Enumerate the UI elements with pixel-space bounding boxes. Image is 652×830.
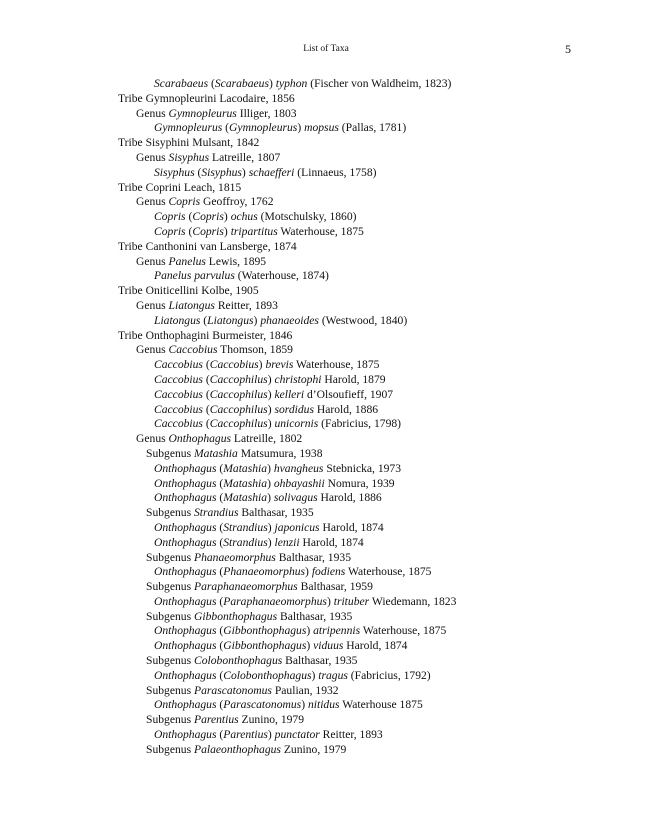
taxon-text: ) — [305, 565, 312, 579]
taxon-text: ( — [200, 313, 208, 327]
page-number: 5 — [565, 42, 571, 56]
taxon-entry-genus — [0, 432, 652, 447]
taxon-text: Tribe Gymnopleurini Lacodaire, 1856 — [118, 91, 295, 105]
taxon-text: ( — [185, 224, 193, 238]
taxon-text: ( — [222, 121, 230, 135]
taxon-text: ( — [216, 728, 224, 742]
taxon-text: Zunino, 1979 — [238, 713, 305, 727]
taxon-entry-species — [0, 269, 652, 284]
taxon-entry-genus — [0, 151, 652, 166]
taxon-entry-species — [0, 462, 652, 477]
taxon-text: ( — [216, 461, 224, 475]
taxon-entry-species — [0, 225, 652, 240]
taxon-name-italic: Strandius — [194, 506, 239, 520]
taxon-entry-species — [0, 491, 652, 506]
taxon-text: Harold, 1874 — [343, 639, 408, 653]
taxon-name-italic: atripennis — [313, 624, 361, 638]
taxon-text: ( — [185, 210, 193, 224]
taxon-name-italic: japonicus — [274, 520, 320, 534]
taxon-text: Latreille, 1807 — [209, 150, 281, 164]
taxon-entry-species — [0, 166, 652, 181]
taxon-text: Subgenus — [146, 506, 194, 520]
taxon-text: Subgenus — [146, 550, 194, 564]
taxon-text: Harold, 1874 — [299, 535, 364, 549]
taxon-text: Subgenus — [146, 609, 194, 623]
taxon-text: (Waterhouse, 1874) — [234, 269, 329, 283]
taxon-text: ( — [202, 372, 210, 386]
taxon-name-italic: Strandius — [223, 520, 268, 534]
taxon-text: Subgenus — [146, 446, 194, 460]
taxon-text: Paulian, 1932 — [271, 683, 339, 697]
taxon-name-italic: Gibbonthophagus — [223, 639, 307, 653]
taxon-name-italic: Copris — [192, 210, 224, 224]
taxon-text: Illiger, 1803 — [236, 106, 297, 120]
taxon-name-italic: Onthophagus — [154, 698, 217, 712]
taxon-text: ( — [216, 624, 224, 638]
taxon-text: Balthasar, 1935 — [275, 550, 351, 564]
taxon-entry-subgenus — [0, 551, 652, 566]
taxon-entry-species — [0, 358, 652, 373]
taxon-text: Subgenus — [146, 580, 194, 594]
taxon-name-italic: Onthophagus — [154, 461, 217, 475]
taxon-entry-subgenus — [0, 654, 652, 669]
taxon-text: Matsumura, 1938 — [237, 446, 323, 460]
taxon-text: Subgenus — [146, 683, 194, 697]
taxon-entry-species — [0, 565, 652, 580]
taxon-text: ) — [311, 668, 319, 682]
taxon-name-italic: Colobonthophagus — [194, 654, 283, 668]
taxon-name-italic: Gibbonthophagus — [223, 624, 307, 638]
taxon-name-italic: ohbayashii — [273, 476, 325, 490]
taxon-name-italic: Liatongus — [154, 313, 201, 327]
taxon-text: Harold, 1886 — [313, 402, 379, 416]
taxon-name-italic: Phanaeomorphus — [194, 550, 276, 564]
taxon-text: ) — [223, 210, 231, 224]
taxon-text: Subgenus — [146, 742, 194, 756]
taxon-name-italic: Caccophilus — [209, 417, 268, 431]
taxon-text: Waterhouse, 1875 — [293, 358, 380, 372]
taxon-entry-species — [0, 373, 652, 388]
taxon-name-italic: sordidus — [274, 402, 314, 416]
taxon-text: Balthasar, 1935 — [277, 609, 353, 623]
taxon-text: ) — [267, 476, 274, 490]
taxon-name-italic: Onthophagus — [154, 728, 217, 742]
taxon-name-italic: typhon — [275, 77, 308, 90]
taxon-name-italic: trituber — [333, 594, 370, 608]
taxon-name-italic: Gymnopleurus — [154, 121, 223, 135]
taxon-name-italic: Liatongus — [168, 298, 215, 312]
taxon-entry-species — [0, 669, 652, 684]
taxon-name-italic: Colobonthophagus — [223, 668, 312, 682]
taxon-name-italic: Copris — [192, 224, 224, 238]
taxon-name-italic: phanaeoides — [260, 313, 319, 327]
taxon-text: Tribe Sisyphini Mulsant, 1842 — [118, 136, 260, 150]
taxon-text: ( — [216, 668, 224, 682]
taxon-name-italic: Caccophilus — [209, 402, 268, 416]
taxon-text: (Pallas, 1781) — [338, 121, 407, 135]
taxon-text: Latreille, 1802 — [231, 432, 303, 446]
taxon-entry-tribe — [0, 136, 652, 151]
taxon-text: Waterhouse, 1875 — [277, 224, 364, 238]
taxon-text: Tribe Oniticellini Kolbe, 1905 — [118, 284, 259, 298]
taxon-entry-species — [0, 698, 652, 713]
taxon-text: ( — [202, 402, 210, 416]
taxon-text: Lewis, 1895 — [205, 254, 267, 268]
taxon-name-italic: brevis — [265, 358, 294, 372]
taxon-text: Genus — [136, 298, 169, 312]
taxon-name-italic: tripartitus — [230, 224, 278, 238]
taxon-entry-species — [0, 477, 652, 492]
taxon-name-italic: Palaeonthophagus — [194, 742, 281, 756]
taxon-entry-species — [0, 403, 652, 418]
taxon-name-italic: Copris — [154, 210, 186, 224]
taxon-entry-species — [0, 417, 652, 432]
taxon-name-italic: hvangheus — [273, 461, 324, 475]
taxon-text: ) — [267, 535, 275, 549]
taxon-name-italic: Caccobius — [154, 372, 203, 386]
taxon-text: ) — [267, 461, 274, 475]
taxon-text: ) — [258, 358, 266, 372]
taxon-text: Waterhouse, 1875 — [360, 624, 447, 638]
taxon-text: ) — [267, 387, 275, 401]
taxon-name-italic: Caccobius — [154, 387, 203, 401]
taxon-name-italic: Paraphanaeomorphus — [223, 594, 327, 608]
taxon-name-italic: Sisyphus — [201, 165, 242, 179]
taxon-text: Nomura, 1939 — [324, 476, 395, 490]
taxon-text: Genus — [136, 432, 169, 446]
taxon-text: Genus — [136, 254, 169, 268]
taxon-entry-subgenus — [0, 506, 652, 521]
taxon-name-italic: Gymnopleurus — [168, 106, 237, 120]
taxon-text: ( — [216, 491, 224, 505]
taxon-text: (Fabricius, 1798) — [318, 417, 402, 431]
taxon-name-italic: punctator — [274, 728, 320, 742]
taxon-name-italic: Onthophagus — [154, 624, 217, 638]
taxon-text: ( — [216, 535, 224, 549]
taxon-entry-tribe — [0, 329, 652, 344]
taxon-name-italic: Onthophagus — [154, 476, 217, 490]
taxon-text: Balthasar, 1935 — [238, 506, 314, 520]
taxon-text: Harold, 1874 — [319, 520, 384, 534]
taxon-name-italic: Caccophilus — [209, 387, 268, 401]
taxon-text: ) — [267, 728, 275, 742]
taxon-name-italic: Panelus parvulus — [154, 269, 235, 283]
taxon-name-italic: Phanaeomorphus — [223, 565, 306, 579]
taxon-text: ) — [306, 639, 314, 653]
taxon-name-italic: christophi — [274, 372, 322, 386]
taxon-text: ) — [267, 520, 275, 534]
taxon-text: Waterhouse, 1875 — [345, 565, 432, 579]
taxon-entry-genus — [0, 255, 652, 270]
taxon-name-italic: Caccobius — [154, 358, 203, 372]
taxon-name-italic: mopsus — [304, 121, 339, 135]
taxon-entry-species — [0, 314, 652, 329]
taxon-entry-species — [0, 521, 652, 536]
taxon-text: Wiedemann, 1823 — [369, 594, 457, 608]
taxon-name-italic: Parascatonomus — [194, 683, 272, 697]
taxon-text: Genus — [136, 343, 169, 357]
taxon-text: ) — [268, 77, 276, 90]
taxon-text: ( — [216, 698, 224, 712]
taxon-name-italic: Onthophagus — [154, 639, 217, 653]
taxon-text: Waterhouse 1875 — [339, 698, 423, 712]
taxon-text: ) — [223, 224, 231, 238]
taxon-name-italic: solivagus — [273, 491, 318, 505]
taxon-name-italic: schaefferi — [248, 165, 295, 179]
taxon-name-italic: Liatongus — [207, 313, 254, 327]
taxon-name-italic: Parentius — [223, 728, 268, 742]
taxon-name-italic: Paraphanaeomorphus — [194, 580, 298, 594]
taxon-text: ) — [267, 402, 275, 416]
taxon-text: ( — [216, 565, 224, 579]
taxon-text: ) — [267, 491, 274, 505]
taxon-text: Tribe Coprini Leach, 1815 — [118, 180, 242, 194]
taxon-text: (Westwood, 1840) — [318, 313, 408, 327]
taxon-name-italic: Onthophagus — [154, 594, 217, 608]
taxon-text: ) — [253, 313, 261, 327]
taxa-list — [0, 77, 652, 758]
taxon-name-italic: unicornis — [274, 417, 319, 431]
taxon-text: Balthasar, 1959 — [297, 580, 373, 594]
taxon-text: ) — [297, 121, 305, 135]
taxon-text: Zunino, 1979 — [280, 742, 347, 756]
taxon-name-italic: Onthophagus — [154, 491, 217, 505]
taxon-text: ( — [216, 639, 224, 653]
taxon-entry-subgenus — [0, 580, 652, 595]
taxon-text: (Linnaeus, 1758) — [294, 165, 377, 179]
taxon-name-italic: nitidus — [307, 698, 340, 712]
taxon-text: Harold, 1886 — [317, 491, 382, 505]
taxon-name-italic: Onthophagus — [154, 668, 217, 682]
taxon-text: (Fischer von Waldheim, 1823) — [307, 77, 452, 90]
taxon-entry-species — [0, 639, 652, 654]
taxon-text: ) — [267, 372, 275, 386]
taxon-name-italic: Strandius — [223, 535, 268, 549]
taxon-name-italic: Onthophagus — [154, 520, 217, 534]
taxon-name-italic: viduus — [313, 639, 344, 653]
taxon-text: ( — [208, 77, 215, 90]
taxon-text: Geoffroy, 1762 — [200, 195, 274, 209]
taxon-text: Reitter, 1893 — [319, 728, 383, 742]
taxon-text: Reitter, 1893 — [214, 298, 278, 312]
taxon-name-italic: Copris — [154, 224, 186, 238]
taxon-name-italic: Matashia — [223, 461, 268, 475]
taxon-text: Balthasar, 1935 — [282, 654, 358, 668]
taxon-entry-species — [0, 728, 652, 743]
taxon-name-italic: Onthophagus — [154, 565, 217, 579]
taxon-text: ( — [194, 165, 202, 179]
taxon-text: Tribe Onthophagini Burmeister, 1846 — [118, 328, 293, 342]
taxon-entry-subgenus — [0, 713, 652, 728]
taxon-text: Genus — [136, 150, 169, 164]
taxon-name-italic: Panelus — [168, 254, 206, 268]
taxon-name-italic: Matashia — [194, 446, 238, 460]
taxon-text: Thomson, 1859 — [217, 343, 293, 357]
taxon-text: Tribe Canthonini van Lansberge, 1874 — [118, 239, 297, 253]
taxon-text: ) — [267, 417, 275, 431]
taxon-entry-genus — [0, 343, 652, 358]
taxon-entry-species — [0, 210, 652, 225]
taxon-name-italic: Sisyphus — [154, 165, 195, 179]
taxon-text: Harold, 1879 — [321, 372, 386, 386]
taxon-text: Subgenus — [146, 713, 194, 727]
taxon-text: ( — [202, 387, 210, 401]
taxon-name-italic: Copris — [168, 195, 201, 209]
taxon-name-italic: Caccobius — [168, 343, 218, 357]
taxon-text: ) — [326, 594, 334, 608]
taxon-name-italic: Matashia — [223, 476, 268, 490]
taxon-name-italic: Onthophagus — [168, 432, 232, 446]
taxon-name-italic: fodiens — [311, 565, 346, 579]
taxon-text: ( — [216, 594, 224, 608]
taxon-name-italic: Gibbonthophagus — [194, 609, 278, 623]
taxon-text: Genus — [136, 195, 169, 209]
taxon-entry-species — [0, 121, 652, 136]
taxon-text: Genus — [136, 106, 169, 120]
taxon-entry-species — [0, 388, 652, 403]
taxon-text: (Fabricius, 1792) — [347, 668, 431, 682]
taxon-text: (Motschulsky, 1860) — [257, 210, 357, 224]
taxon-name-italic: Matashia — [223, 491, 268, 505]
taxon-name-italic: Parascatonomus — [223, 698, 302, 712]
taxon-entry-subgenus — [0, 684, 652, 699]
taxon-entry-species — [0, 624, 652, 639]
taxon-entry-species — [0, 536, 652, 551]
taxon-name-italic: ochus — [230, 210, 258, 224]
taxon-text: ( — [216, 520, 224, 534]
taxon-entry-subgenus — [0, 743, 652, 758]
taxon-text: Stebnicka, 1973 — [323, 461, 402, 475]
taxon-entry-subgenus — [0, 447, 652, 462]
taxon-text: ) — [301, 698, 308, 712]
taxon-text: ( — [202, 417, 210, 431]
taxon-name-italic: lenzii — [274, 535, 300, 549]
taxon-name-italic: Caccobius — [154, 402, 203, 416]
taxon-text: d’Olsoufieff, 1907 — [304, 387, 394, 401]
taxon-name-italic: Caccophilus — [209, 372, 268, 386]
taxon-text: ) — [306, 624, 314, 638]
taxon-text: ) — [241, 165, 249, 179]
taxon-text: ( — [202, 358, 210, 372]
taxon-name-italic: Scarabaeus — [214, 77, 269, 90]
taxon-entry-genus — [0, 195, 652, 210]
taxon-entry-species — [0, 77, 652, 92]
taxon-entry-tribe — [0, 181, 652, 196]
taxon-name-italic: Caccobius — [209, 358, 259, 372]
taxon-entry-species — [0, 595, 652, 610]
taxon-entry-tribe — [0, 92, 652, 107]
taxon-entry-tribe — [0, 240, 652, 255]
taxon-name-italic: kelleri — [274, 387, 305, 401]
taxon-name-italic: Scarabaeus — [154, 77, 209, 90]
taxon-entry-genus — [0, 299, 652, 314]
taxon-name-italic: Onthophagus — [154, 535, 217, 549]
taxon-entry-tribe — [0, 284, 652, 299]
taxon-entry-genus — [0, 107, 652, 122]
taxon-text: Subgenus — [146, 654, 194, 668]
running-header-title: List of Taxa — [303, 44, 349, 54]
taxon-name-italic: Caccobius — [154, 417, 203, 431]
taxon-name-italic: Sisyphus — [168, 150, 210, 164]
taxon-name-italic: Gymnopleurus — [229, 121, 298, 135]
taxon-name-italic: Parentius — [194, 713, 239, 727]
taxon-name-italic: tragus — [318, 668, 348, 682]
taxon-entry-subgenus — [0, 610, 652, 625]
taxon-text: ( — [216, 476, 224, 490]
